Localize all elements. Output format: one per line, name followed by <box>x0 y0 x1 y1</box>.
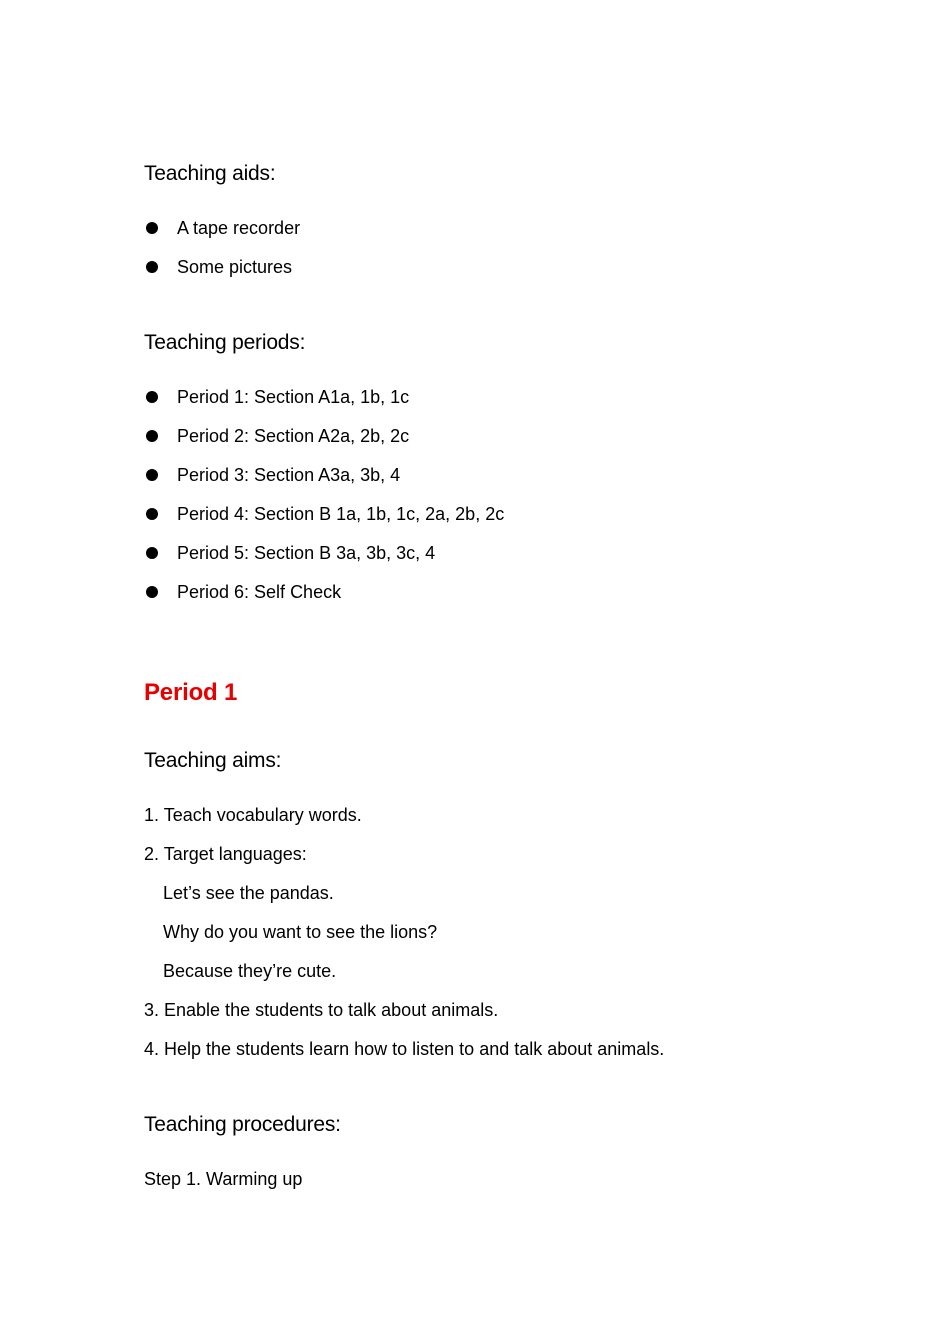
list-item <box>144 216 301 240</box>
list-item <box>144 502 505 526</box>
list-item-text: Period 2: Section A2a, 2b, 2c <box>177 426 410 446</box>
bullet-icon <box>146 391 158 403</box>
target-language-line: Why do you want to see the lions? <box>163 922 438 942</box>
list-item-text: Some pictures <box>177 257 293 277</box>
teaching-aims-heading: Teaching aims: <box>144 749 282 772</box>
teaching-procedures-heading: Teaching procedures: <box>144 1113 341 1136</box>
period-1-title: Period 1 <box>144 679 238 706</box>
teaching-aids-heading: Teaching aids: <box>144 162 276 185</box>
bullet-icon <box>146 508 158 520</box>
list-item <box>144 424 410 448</box>
list-item-text: Period 5: Section B 3a, 3b, 3c, 4 <box>177 543 436 563</box>
aim-line: 1. Teach vocabulary words. <box>144 805 362 825</box>
target-language-line: Because they’re cute. <box>163 961 337 981</box>
list-item <box>144 385 410 409</box>
bullet-icon <box>146 430 158 442</box>
bullet-icon <box>146 547 158 559</box>
aim-line: 3. Enable the students to talk about animals. <box>144 1000 499 1020</box>
list-item-text: A tape recorder <box>177 218 301 238</box>
bullet-icon <box>146 586 158 598</box>
list-item-text: Period 1: Section A1a, 1b, 1c <box>177 387 410 407</box>
procedure-step: Step 1. Warming up <box>144 1169 303 1189</box>
target-language-line: Let’s see the pandas. <box>163 883 334 903</box>
list-item <box>144 541 436 565</box>
list-item <box>144 255 293 279</box>
bullet-icon <box>146 469 158 481</box>
list-item-text: Period 4: Section B 1a, 1b, 1c, 2a, 2b, 2c <box>177 504 505 524</box>
teaching-periods-heading: Teaching periods: <box>144 331 306 354</box>
bullet-icon <box>146 222 158 234</box>
list-item-text: Period 3: Section A3a, 3b, 4 <box>177 465 401 485</box>
aim-line: 4. Help the students learn how to listen to and talk about animals. <box>144 1039 665 1059</box>
bullet-icon <box>146 261 158 273</box>
aim-line: 2. Target languages: <box>144 844 307 864</box>
list-item <box>144 463 401 487</box>
list-item <box>144 580 342 604</box>
list-item-text: Period 6: Self Check <box>177 582 342 602</box>
